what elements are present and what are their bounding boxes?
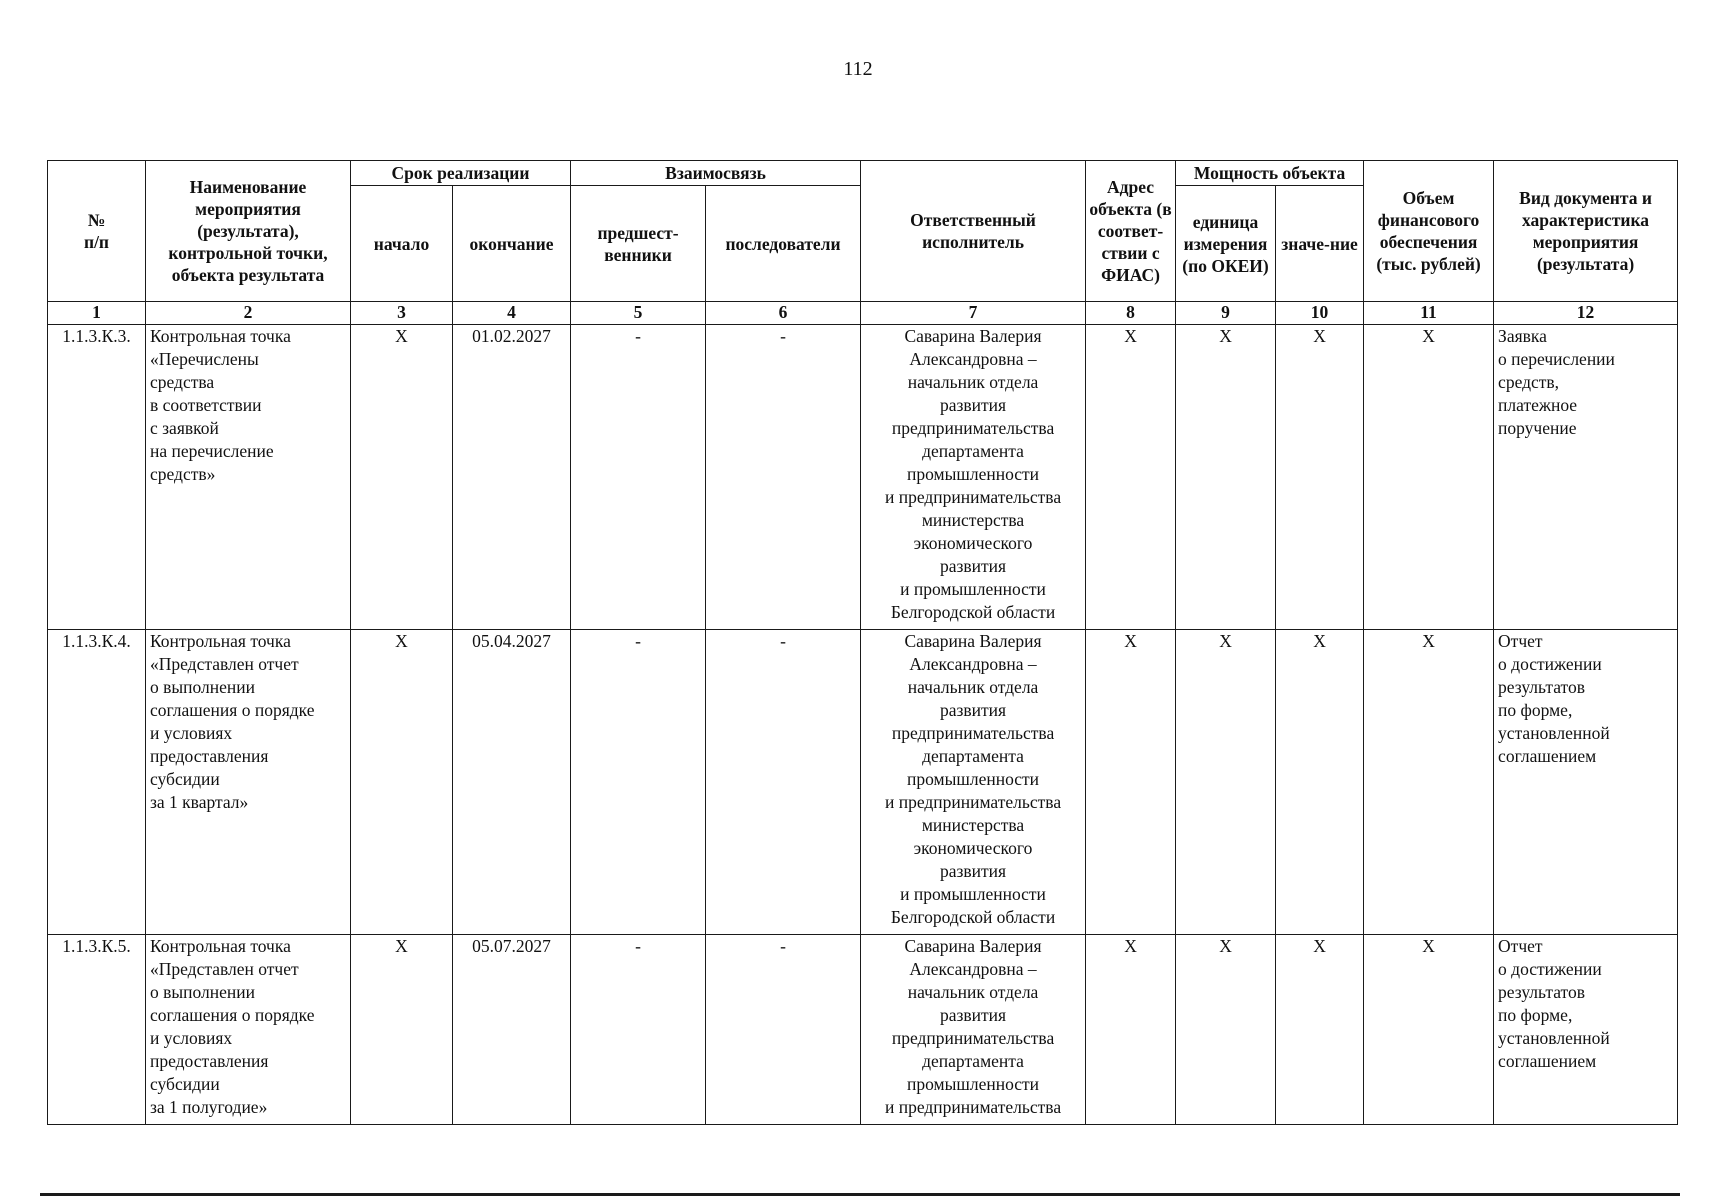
header-start: начало: [351, 186, 453, 302]
table-row: [48, 630, 1678, 935]
column-number: 2: [146, 302, 351, 325]
column-numbers-row: [48, 302, 1678, 325]
column-number: 9: [1176, 302, 1276, 325]
row-number: 1.1.3.К.4.: [48, 630, 146, 935]
row-successors: -: [706, 630, 861, 935]
row-name: Контрольная точка «Перечислены средства в соответствии с заявкой на перечисление средств»: [146, 325, 351, 630]
row-responsible: Саварина Валерия Александровна – начальник отдела развития предпринимательства департамента промышленности и предпринимательства министерства экономического развития и промышленности Белгородской области: [861, 630, 1086, 935]
header-end: окончание: [453, 186, 571, 302]
row-address: X: [1086, 630, 1176, 935]
row-predecessors: -: [571, 630, 706, 935]
column-number: 7: [861, 302, 1086, 325]
column-number: 5: [571, 302, 706, 325]
row-doc-type: Отчет о достижении результатов по форме, установленной соглашением: [1494, 935, 1678, 1125]
header-predecessors: предшест-венники: [571, 186, 706, 302]
header-row-top: [48, 161, 1678, 186]
row-finance: X: [1364, 630, 1494, 935]
row-unit: X: [1176, 935, 1276, 1125]
header-term-group: Срок реализации: [351, 161, 571, 186]
table-row: [48, 935, 1678, 1125]
header-capacity-group: Мощность объекта: [1176, 161, 1364, 186]
header-doc-type: Вид документа и характеристика мероприятия (результата): [1494, 161, 1678, 302]
row-doc-type: Заявка о перечислении средств, платежное поручение: [1494, 325, 1678, 630]
row-unit: X: [1176, 325, 1276, 630]
row-responsible: Саварина Валерия Александровна – начальник отдела развития предпринимательства департамента промышленности и предпринимательства: [861, 935, 1086, 1125]
row-value: X: [1276, 325, 1364, 630]
row-end: 05.07.2027: [453, 935, 571, 1125]
table-row: [48, 325, 1678, 630]
column-number: 10: [1276, 302, 1364, 325]
column-number: 8: [1086, 302, 1176, 325]
column-number: 3: [351, 302, 453, 325]
row-address: X: [1086, 325, 1176, 630]
row-end: 01.02.2027: [453, 325, 571, 630]
row-responsible: Саварина Валерия Александровна – начальник отдела развития предпринимательства департамента промышленности и предпринимательства министерства экономического развития и промышленности Белгородской области: [861, 325, 1086, 630]
bottom-rule: [40, 1193, 1680, 1196]
row-start: X: [351, 630, 453, 935]
row-predecessors: -: [571, 325, 706, 630]
row-start: X: [351, 325, 453, 630]
column-number: 12: [1494, 302, 1678, 325]
column-number: 6: [706, 302, 861, 325]
header-num: № п/п: [48, 161, 146, 302]
row-unit: X: [1176, 630, 1276, 935]
header-successors: последователи: [706, 186, 861, 302]
header-responsible: Ответственный исполнитель: [861, 161, 1086, 302]
row-end: 05.04.2027: [453, 630, 571, 935]
row-successors: -: [706, 935, 861, 1125]
header-link-group: Взаимосвязь: [571, 161, 861, 186]
column-number: 4: [453, 302, 571, 325]
row-name: Контрольная точка «Представлен отчет о выполнении соглашения о порядке и условиях предоставления субсидии за 1 полугодие»: [146, 935, 351, 1125]
column-number: 11: [1364, 302, 1494, 325]
row-address: X: [1086, 935, 1176, 1125]
column-number: 1: [48, 302, 146, 325]
row-number: 1.1.3.К.5.: [48, 935, 146, 1125]
row-value: X: [1276, 935, 1364, 1125]
header-name: Наименование мероприятия (результата), контрольной точки, объекта результата: [146, 161, 351, 302]
header-address: Адрес объекта (в соответ-ствии с ФИАС): [1086, 161, 1176, 302]
header-finance: Объем финансового обеспечения (тыс. рублей): [1364, 161, 1494, 302]
row-name: Контрольная точка «Представлен отчет о выполнении соглашения о порядке и условиях предоставления субсидии за 1 квартал»: [146, 630, 351, 935]
row-start: X: [351, 935, 453, 1125]
row-number: 1.1.3.К.3.: [48, 325, 146, 630]
row-doc-type: Отчет о достижении результатов по форме, установленной соглашением: [1494, 630, 1678, 935]
plan-table: [47, 160, 1678, 1125]
row-predecessors: -: [571, 935, 706, 1125]
page-number: 112: [843, 58, 873, 80]
header-value: значе-ние: [1276, 186, 1364, 302]
header-unit: единица измерения (по ОКЕИ): [1176, 186, 1276, 302]
row-value: X: [1276, 630, 1364, 935]
row-finance: X: [1364, 935, 1494, 1125]
row-successors: -: [706, 325, 861, 630]
row-finance: X: [1364, 325, 1494, 630]
